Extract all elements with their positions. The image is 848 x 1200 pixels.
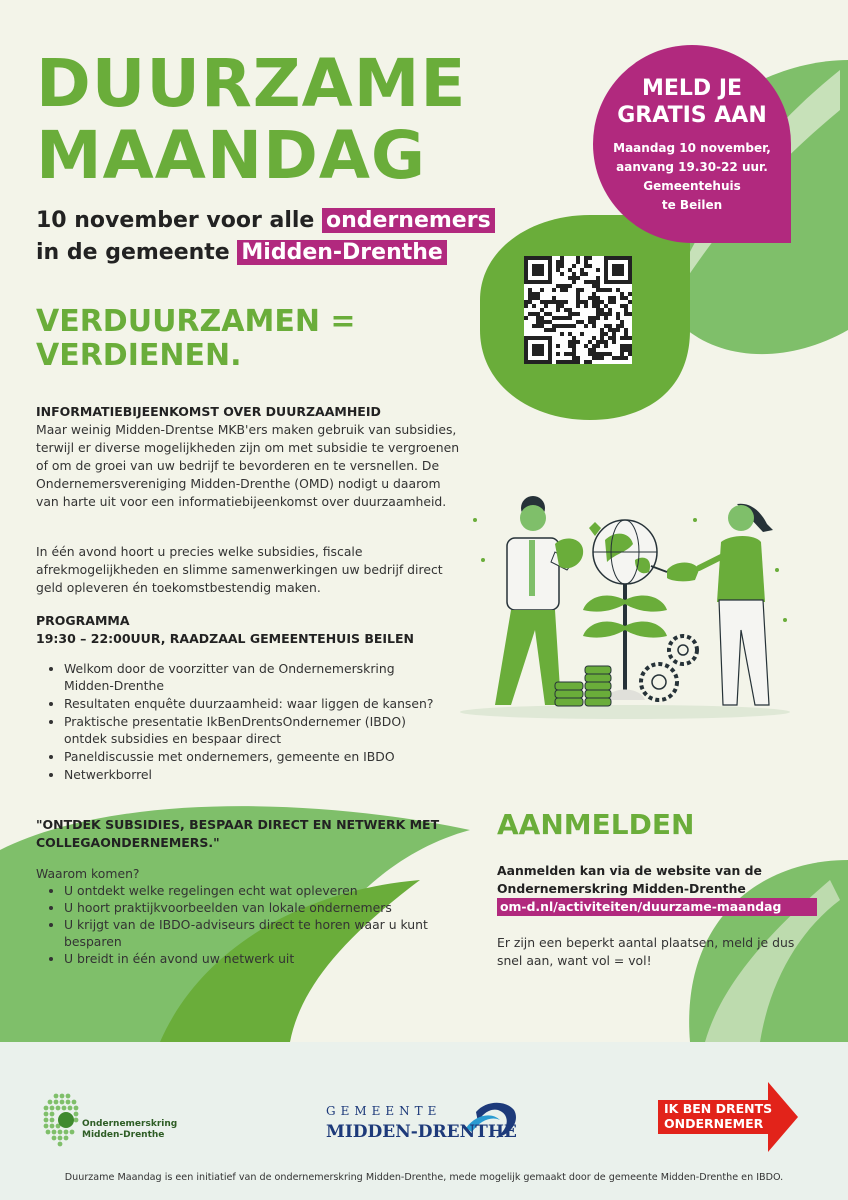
list-item: • Resultaten enquête duurzaamheid: waar liggen de kansen?: [64, 695, 444, 712]
quote: "ONTDEK SUBSIDIES, BESPAAR DIRECT EN NETWERK MET COLLEGAONDERNEMERS.": [36, 817, 440, 850]
list-item: • Paneldiscussie met ondernemers, gemeente en IBDO: [64, 748, 444, 765]
main-title: DUURZAME MAANDAG: [36, 45, 467, 194]
tagline: VERDUURZAMEN = VERDIENEN.: [36, 304, 356, 373]
gemeente-logo-top: GEMEENTE: [326, 1104, 442, 1118]
cta-title: MELD JE GRATIS AAN: [617, 76, 767, 128]
highlight-ondernemers: ondernemers: [322, 208, 495, 233]
list-item: • Welkom door de voorzitter van de Ondernemerskring Midden-Drenthe: [64, 660, 444, 694]
list-item: • U ontdekt welke regelingen echt wat opleveren: [64, 882, 474, 899]
list-item: • Praktische presentatie IkBenDrentsOndernemer (IBDO) ontdek subsidies en bespaar direct: [64, 713, 444, 747]
why-list: [40, 882, 474, 967]
list-item: • U breidt in één avond uw netwerk uit: [64, 950, 474, 967]
footer-credit: Duurzame Maandag is een initiatief van de ondernemerskring Midden-Drenthe, mede mogelijk gemaakt door de gemeente Midden-Drenthe en IBDO.: [64, 1172, 784, 1183]
highlight-midden-drenthe: Midden-Drenthe: [237, 240, 446, 265]
cta-badge: [593, 45, 791, 243]
illustration-people-globe-icon: [455, 490, 795, 720]
registration-note: Er zijn een beperkt aantal plaatsen, meld je dus snel aan, want vol = vol!: [497, 935, 795, 968]
registration-link[interactable]: om-d.nl/activiteiten/duurzame-maandag: [497, 898, 817, 916]
info-paragraph-2: In één avond hoort u precies welke subsidies, fiscale afrekmogelijkheden en slimme samenwerkingen uw bedrijf direct geld opleveren én toekomstbestendig maken.: [36, 544, 443, 595]
gemeente-logo-bottom: MIDDEN-DRENTHE: [326, 1122, 517, 1142]
list-item: • U hoort praktijkvoorbeelden van lokale ondernemers: [64, 899, 474, 916]
list-item: • U krijgt van de IBDO-adviseurs direct te horen waar u kunt besparen: [64, 916, 474, 950]
info-heading: INFORMATIEBIJEENKOMST OVER DUURZAAMHEID: [36, 404, 381, 419]
cta-details: Maandag 10 november, aanvang 19.30-22 uur. Gemeentehuis te Beilen: [613, 141, 771, 212]
qr-code-icon[interactable]: [524, 256, 632, 364]
event-subtitle: 10 november voor alle ondernemers in de gemeente Midden-Drenthe: [36, 205, 495, 269]
info-paragraph-1: Maar weinig Midden-Drentse MKB'ers maken gebruik van subsidies, terwijl er diverse mogelijkheden zijn om met subsidie te vergroenen of om de groei van uw bedrijf te bevorderen en te versnellen. De Ondernemersvereniging Midden-Drenthe (OMD) nodigt u daarom van harte uit voor een informatiebijeenkomst over duurzaamheid.: [36, 422, 460, 509]
aanmelden-heading: AANMELDEN: [497, 808, 695, 841]
programma-heading: PROGRAMMA 19:30 – 22:00UUR, RAADZAAL GEMEENTEHUIS BEILEN: [36, 613, 415, 646]
ibdo-logo-text: IK BEN DRENTS ONDERNEMER: [664, 1101, 773, 1131]
registration-text: Aanmelden kan via de website van de Ondernemerskring Midden-Drenthe om-d.nl/activiteiten/duurzame-maandag: [497, 862, 817, 916]
programma-list: [40, 660, 444, 784]
ondernemerskring-logo-text: Ondernemerskring Midden-Drenthe: [82, 1119, 178, 1140]
why-heading: Waarom komen?: [36, 866, 140, 881]
list-item: • Netwerkborrel: [64, 766, 444, 783]
